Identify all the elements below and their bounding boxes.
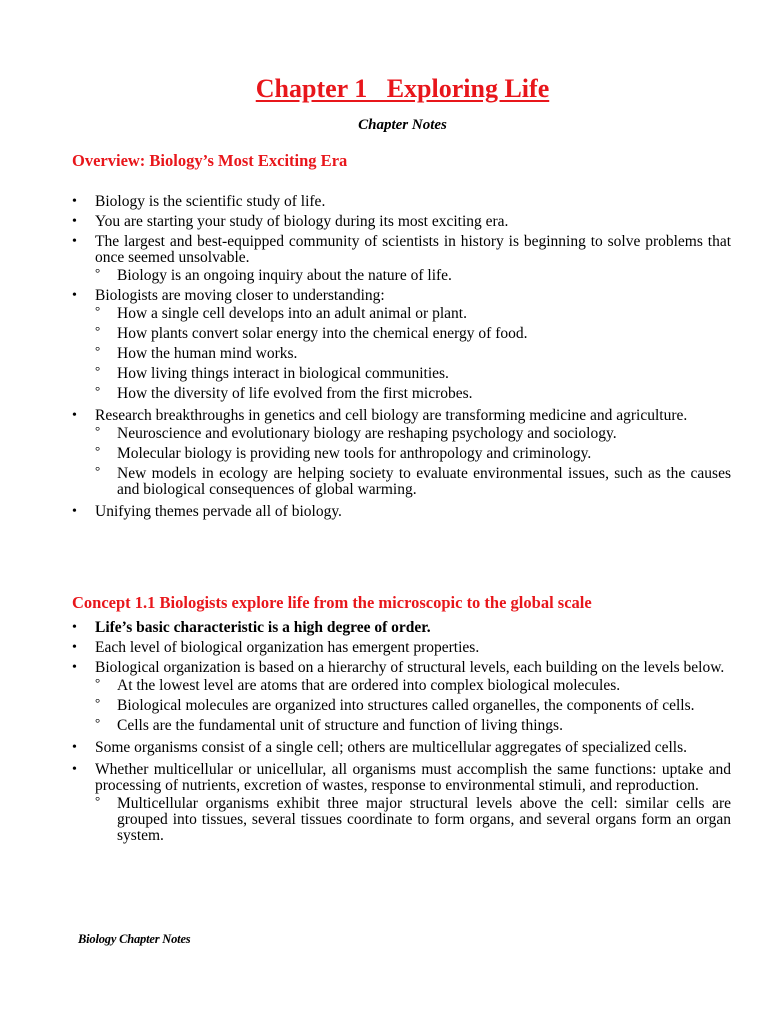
sub-item-text: Molecular biology is providing new tools for anthropology and criminology.: [117, 445, 592, 462]
overview-list: [72, 194, 731, 520]
list-item-text: Life’s basic characteristic is a high degree of order.: [95, 619, 431, 636]
degree-bullet-icon: °: [95, 715, 101, 730]
sub-item-text: Biology is an ongoing inquiry about the nature of life.: [117, 267, 452, 284]
bullet-icon: •: [72, 620, 77, 635]
list-item: [72, 660, 731, 734]
list-item: [72, 194, 731, 210]
sub-item-text: At the lowest level are atoms that are ordered into complex biological molecules.: [117, 677, 621, 694]
degree-bullet-icon: °: [95, 463, 101, 478]
list-item-text: The largest and best-equipped community of scientists in history is beginning to solve problems that once seemed unsolvable.: [95, 233, 731, 266]
sub-list-item: [95, 343, 731, 362]
degree-bullet-icon: °: [95, 695, 101, 710]
bullet-icon: •: [72, 504, 77, 519]
sub-item-text: Biological molecules are organized into structures called organelles, the components of cells.: [117, 697, 695, 714]
sub-list-item: [95, 675, 731, 694]
sub-item-text: How plants convert solar energy into the chemical energy of food.: [117, 325, 528, 342]
sub-list-item: [95, 303, 731, 322]
list-item-text: Some organisms consist of a single cell; others are multicellular aggregates of specialized cells.: [95, 739, 687, 756]
degree-bullet-icon: °: [95, 343, 101, 358]
list-item: [72, 214, 731, 230]
bullet-icon: •: [72, 194, 77, 209]
sub-list-item: [95, 793, 731, 844]
list-item-text: Biological organization is based on a hierarchy of structural levels, each building on the levels below.: [95, 659, 725, 676]
list-item: [72, 740, 731, 756]
sub-list-item: [95, 463, 731, 498]
bullet-icon: •: [72, 288, 77, 303]
degree-bullet-icon: °: [95, 443, 101, 458]
degree-bullet-icon: °: [95, 423, 101, 438]
overview-heading: Overview: Biology’s Most Exciting Era: [72, 151, 348, 170]
page-subtitle: Chapter Notes: [358, 117, 447, 133]
degree-bullet-icon: °: [95, 383, 101, 398]
page-title: Chapter 1 Exploring Life: [255, 74, 550, 103]
degree-bullet-icon: °: [95, 793, 101, 808]
list-item: [72, 620, 731, 636]
bullet-icon: •: [72, 214, 77, 229]
sub-item-text: How a single cell develops into an adult animal or plant.: [117, 305, 467, 322]
list-item-text: Biologists are moving closer to understanding:: [95, 287, 385, 304]
page-footer: Biology Chapter Notes: [78, 932, 191, 946]
bullet-icon: •: [72, 660, 77, 675]
bullet-icon: •: [72, 740, 77, 755]
sub-list: [95, 265, 731, 284]
list-item-text: Whether multicellular or unicellular, all organisms must accomplish the same functions: uptake and processing of nutrients, excretion of wastes, response to environmental stimuli, and reproduction.: [95, 761, 731, 794]
bullet-icon: •: [72, 234, 77, 249]
list-item-text: Research breakthroughs in genetics and cell biology are transforming medicine and agriculture.: [95, 407, 688, 424]
sub-item-text: How the diversity of life evolved from the first microbes.: [117, 385, 473, 402]
degree-bullet-icon: °: [95, 363, 101, 378]
sub-list-item: [95, 363, 731, 382]
degree-bullet-icon: °: [95, 323, 101, 338]
bullet-icon: •: [72, 762, 77, 777]
bullet-icon: •: [72, 408, 77, 423]
degree-bullet-icon: °: [95, 265, 101, 280]
sub-item-text: How living things interact in biological communities.: [117, 365, 449, 382]
sub-item-text: Cells are the fundamental unit of structure and function of living things.: [117, 717, 563, 734]
bullet-icon: •: [72, 640, 77, 655]
sub-item-text: New models in ecology are helping society to evaluate environmental issues, such as the causes and biological consequences of global warming.: [117, 465, 731, 498]
sub-item-text: How the human mind works.: [117, 345, 298, 362]
list-item: [72, 640, 731, 656]
list-item: [72, 504, 731, 520]
concept-heading: Concept 1.1 Biologists explore life from the microscopic to the global scale: [72, 593, 592, 612]
list-item-text: Each level of biological organization has emergent properties.: [95, 639, 480, 656]
list-item-text: You are starting your study of biology during its most exciting era.: [95, 213, 509, 230]
list-item-text: Biology is the scientific study of life.: [95, 193, 326, 210]
sub-list: [95, 675, 731, 734]
sub-list: [95, 303, 731, 402]
sub-list-item: [95, 695, 731, 714]
sub-list: [95, 793, 731, 844]
list-item: [72, 762, 731, 844]
sub-list-item: [95, 383, 731, 402]
sub-list: [95, 423, 731, 498]
sub-list-item: [95, 423, 731, 442]
list-item: [72, 408, 731, 498]
sub-list-item: [95, 443, 731, 462]
degree-bullet-icon: °: [95, 675, 101, 690]
concept-list: [72, 620, 731, 844]
sub-list-item: [95, 323, 731, 342]
sub-item-text: Multicellular organisms exhibit three major structural levels above the cell: similar cells are grouped into tissues, several tissues coordinate to form organs, and several organs form an organ system.: [117, 795, 731, 844]
list-item: [72, 288, 731, 402]
sub-item-text: Neuroscience and evolutionary biology are reshaping psychology and sociology.: [117, 425, 617, 442]
list-item: [72, 234, 731, 284]
degree-bullet-icon: °: [95, 303, 101, 318]
sub-list-item: [95, 715, 731, 734]
sub-list-item: [95, 265, 731, 284]
list-item-text: Unifying themes pervade all of biology.: [95, 503, 342, 520]
